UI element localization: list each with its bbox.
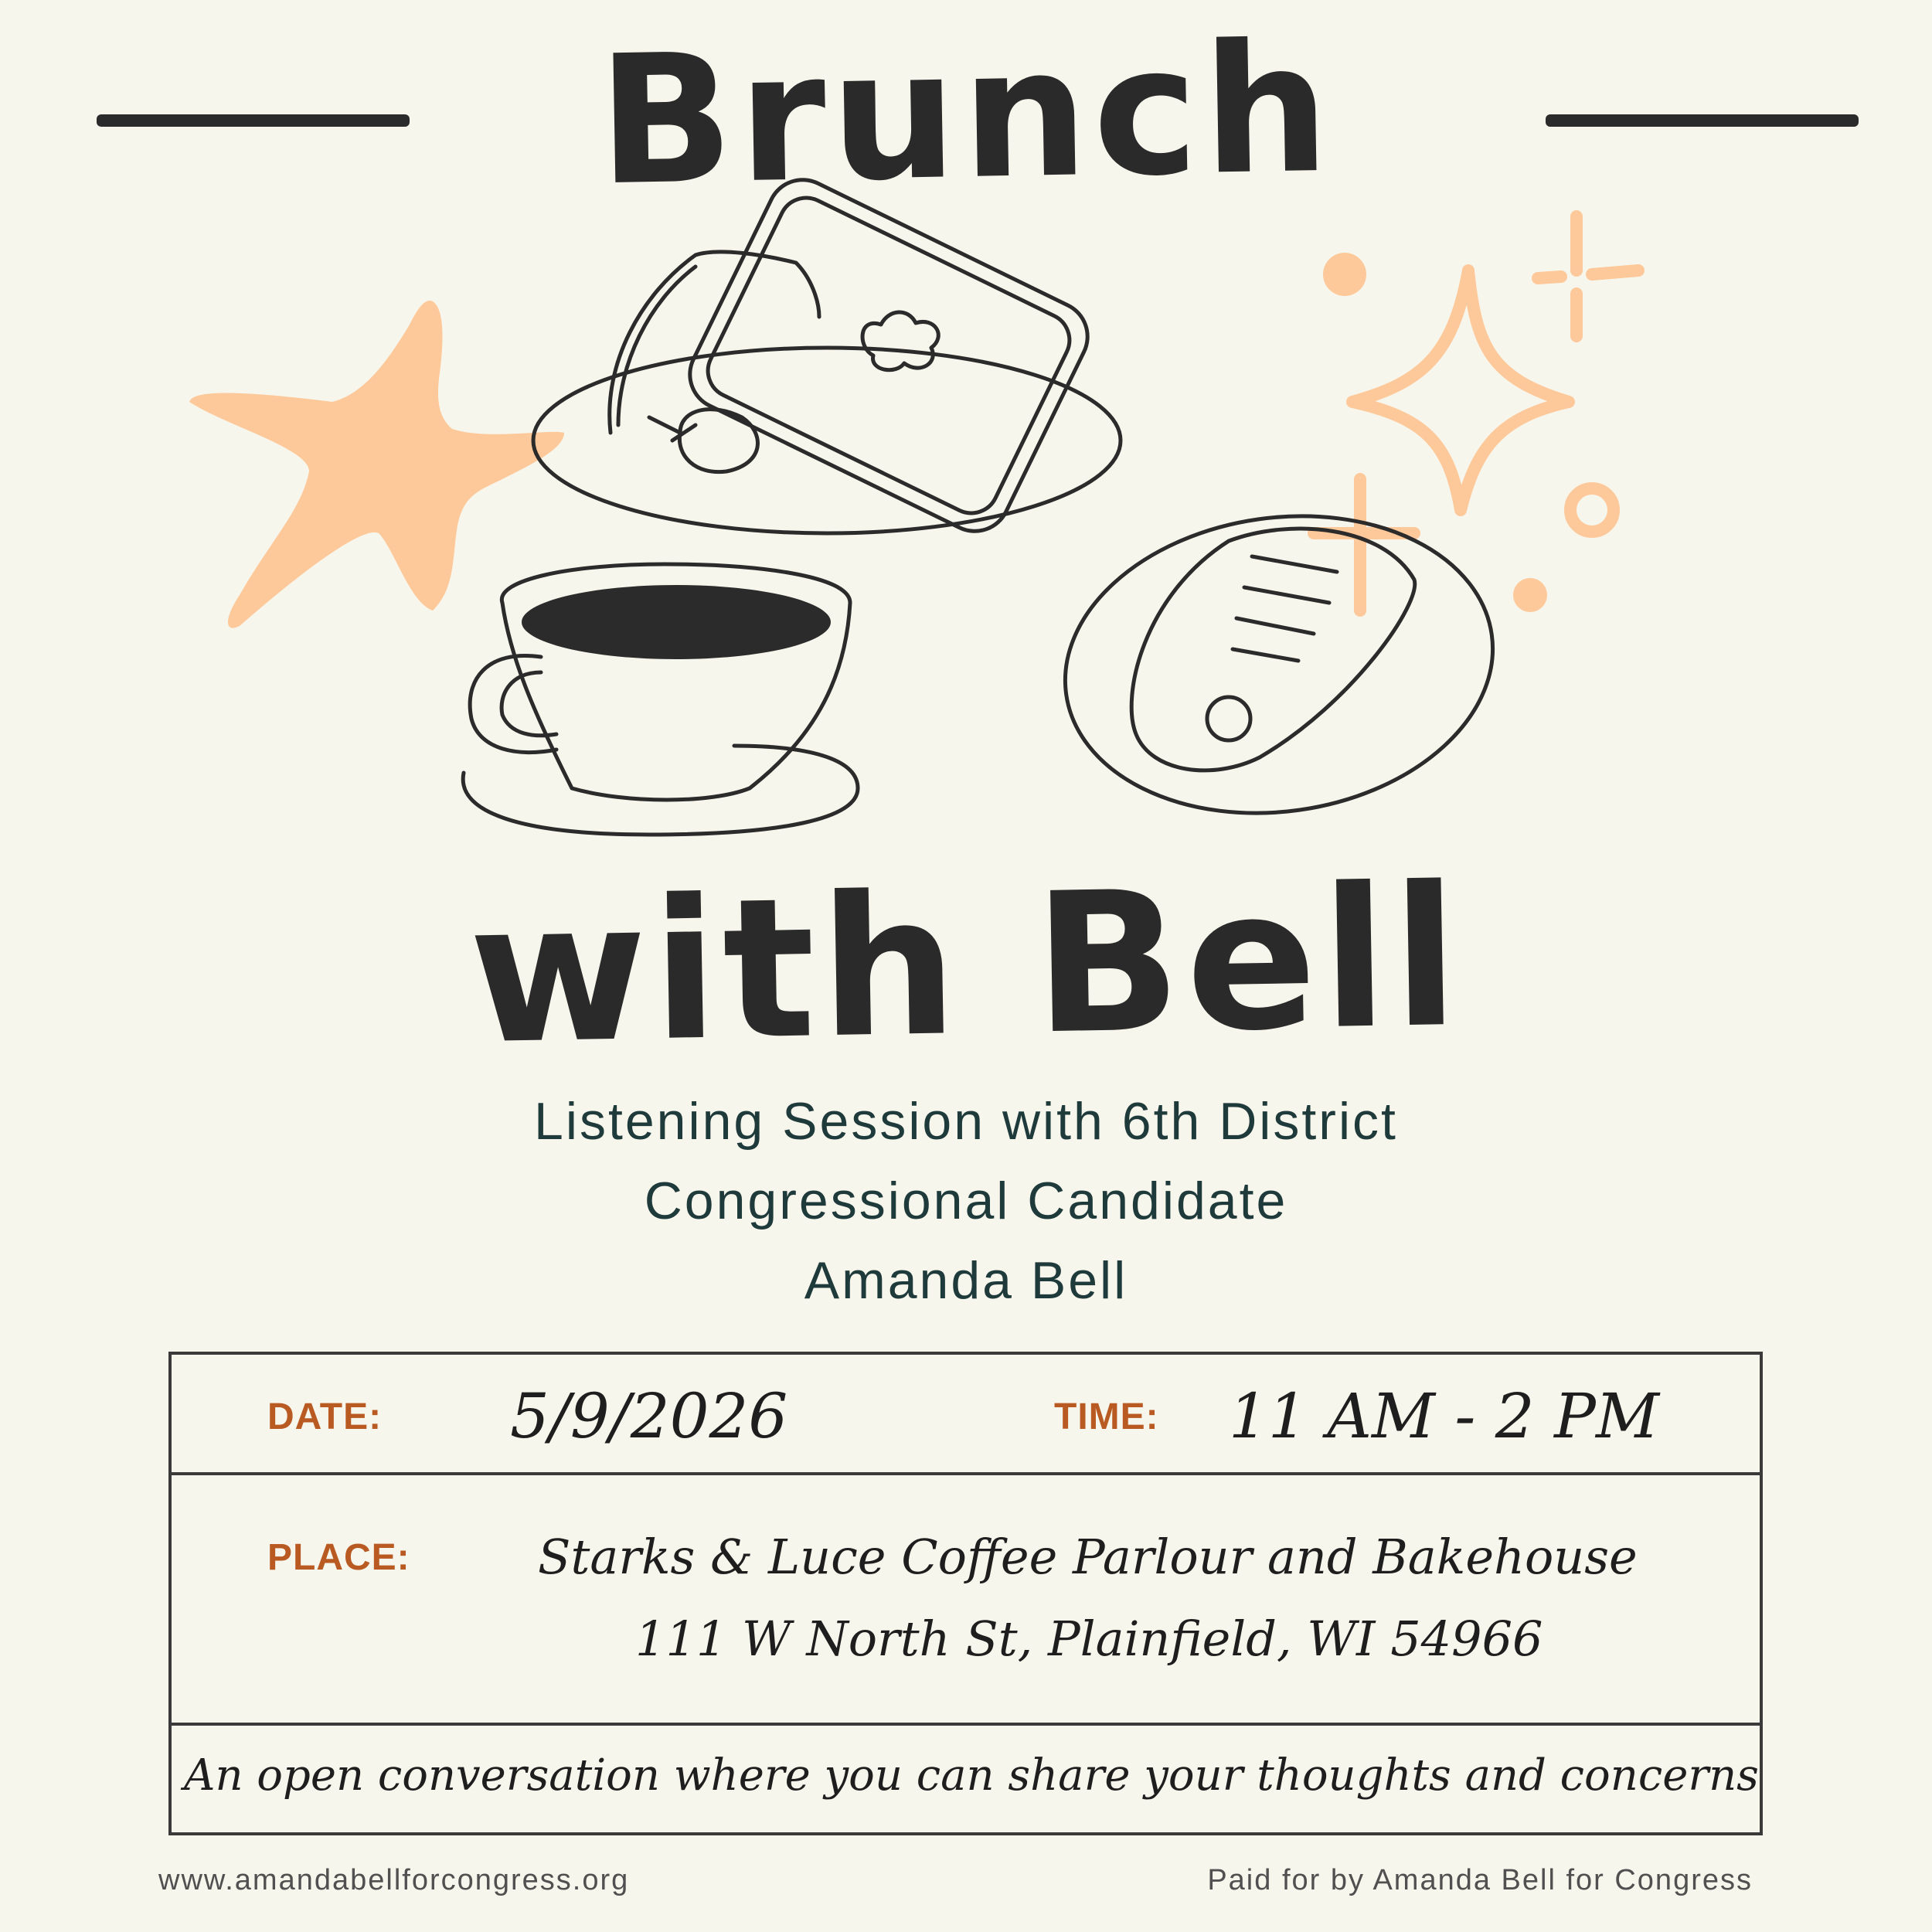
place-address: 111 W North St, Plainfield, WI 54966 bbox=[635, 1611, 1543, 1667]
subtitle-line-2: Congressional Candidate bbox=[644, 1172, 1288, 1230]
time-value: 11 AM - 2 PM bbox=[1229, 1380, 1659, 1452]
subtitle-line-3: Amanda Bell bbox=[804, 1251, 1128, 1310]
tagline: An open conversation where you can share your thoughts and concerns bbox=[184, 1750, 1759, 1801]
website-link[interactable]: www.amandabellforcongress.org bbox=[158, 1864, 630, 1896]
pastry-plate-icon bbox=[1059, 510, 1499, 819]
date-value: 5/9/2026 bbox=[510, 1380, 788, 1452]
place-name: Starks & Luce Coffee Parlour and Bakehouse bbox=[538, 1529, 1638, 1585]
toast-plate-icon bbox=[518, 209, 1136, 541]
row-divider-1 bbox=[168, 1472, 1763, 1475]
date-label: DATE: bbox=[267, 1396, 383, 1437]
row-divider-2 bbox=[168, 1723, 1763, 1726]
time-label: TIME: bbox=[1054, 1396, 1159, 1437]
title-brunch: Brunch bbox=[596, 5, 1336, 226]
subtitle-line-1: Listening Session with 6th District bbox=[534, 1092, 1398, 1151]
coffee-cup-icon bbox=[456, 556, 866, 858]
title-with-bell: with Bell bbox=[467, 844, 1465, 1087]
place-label: PLACE: bbox=[267, 1537, 410, 1578]
paid-for-disclaimer: Paid for by Amanda Bell for Congress bbox=[1207, 1864, 1753, 1896]
